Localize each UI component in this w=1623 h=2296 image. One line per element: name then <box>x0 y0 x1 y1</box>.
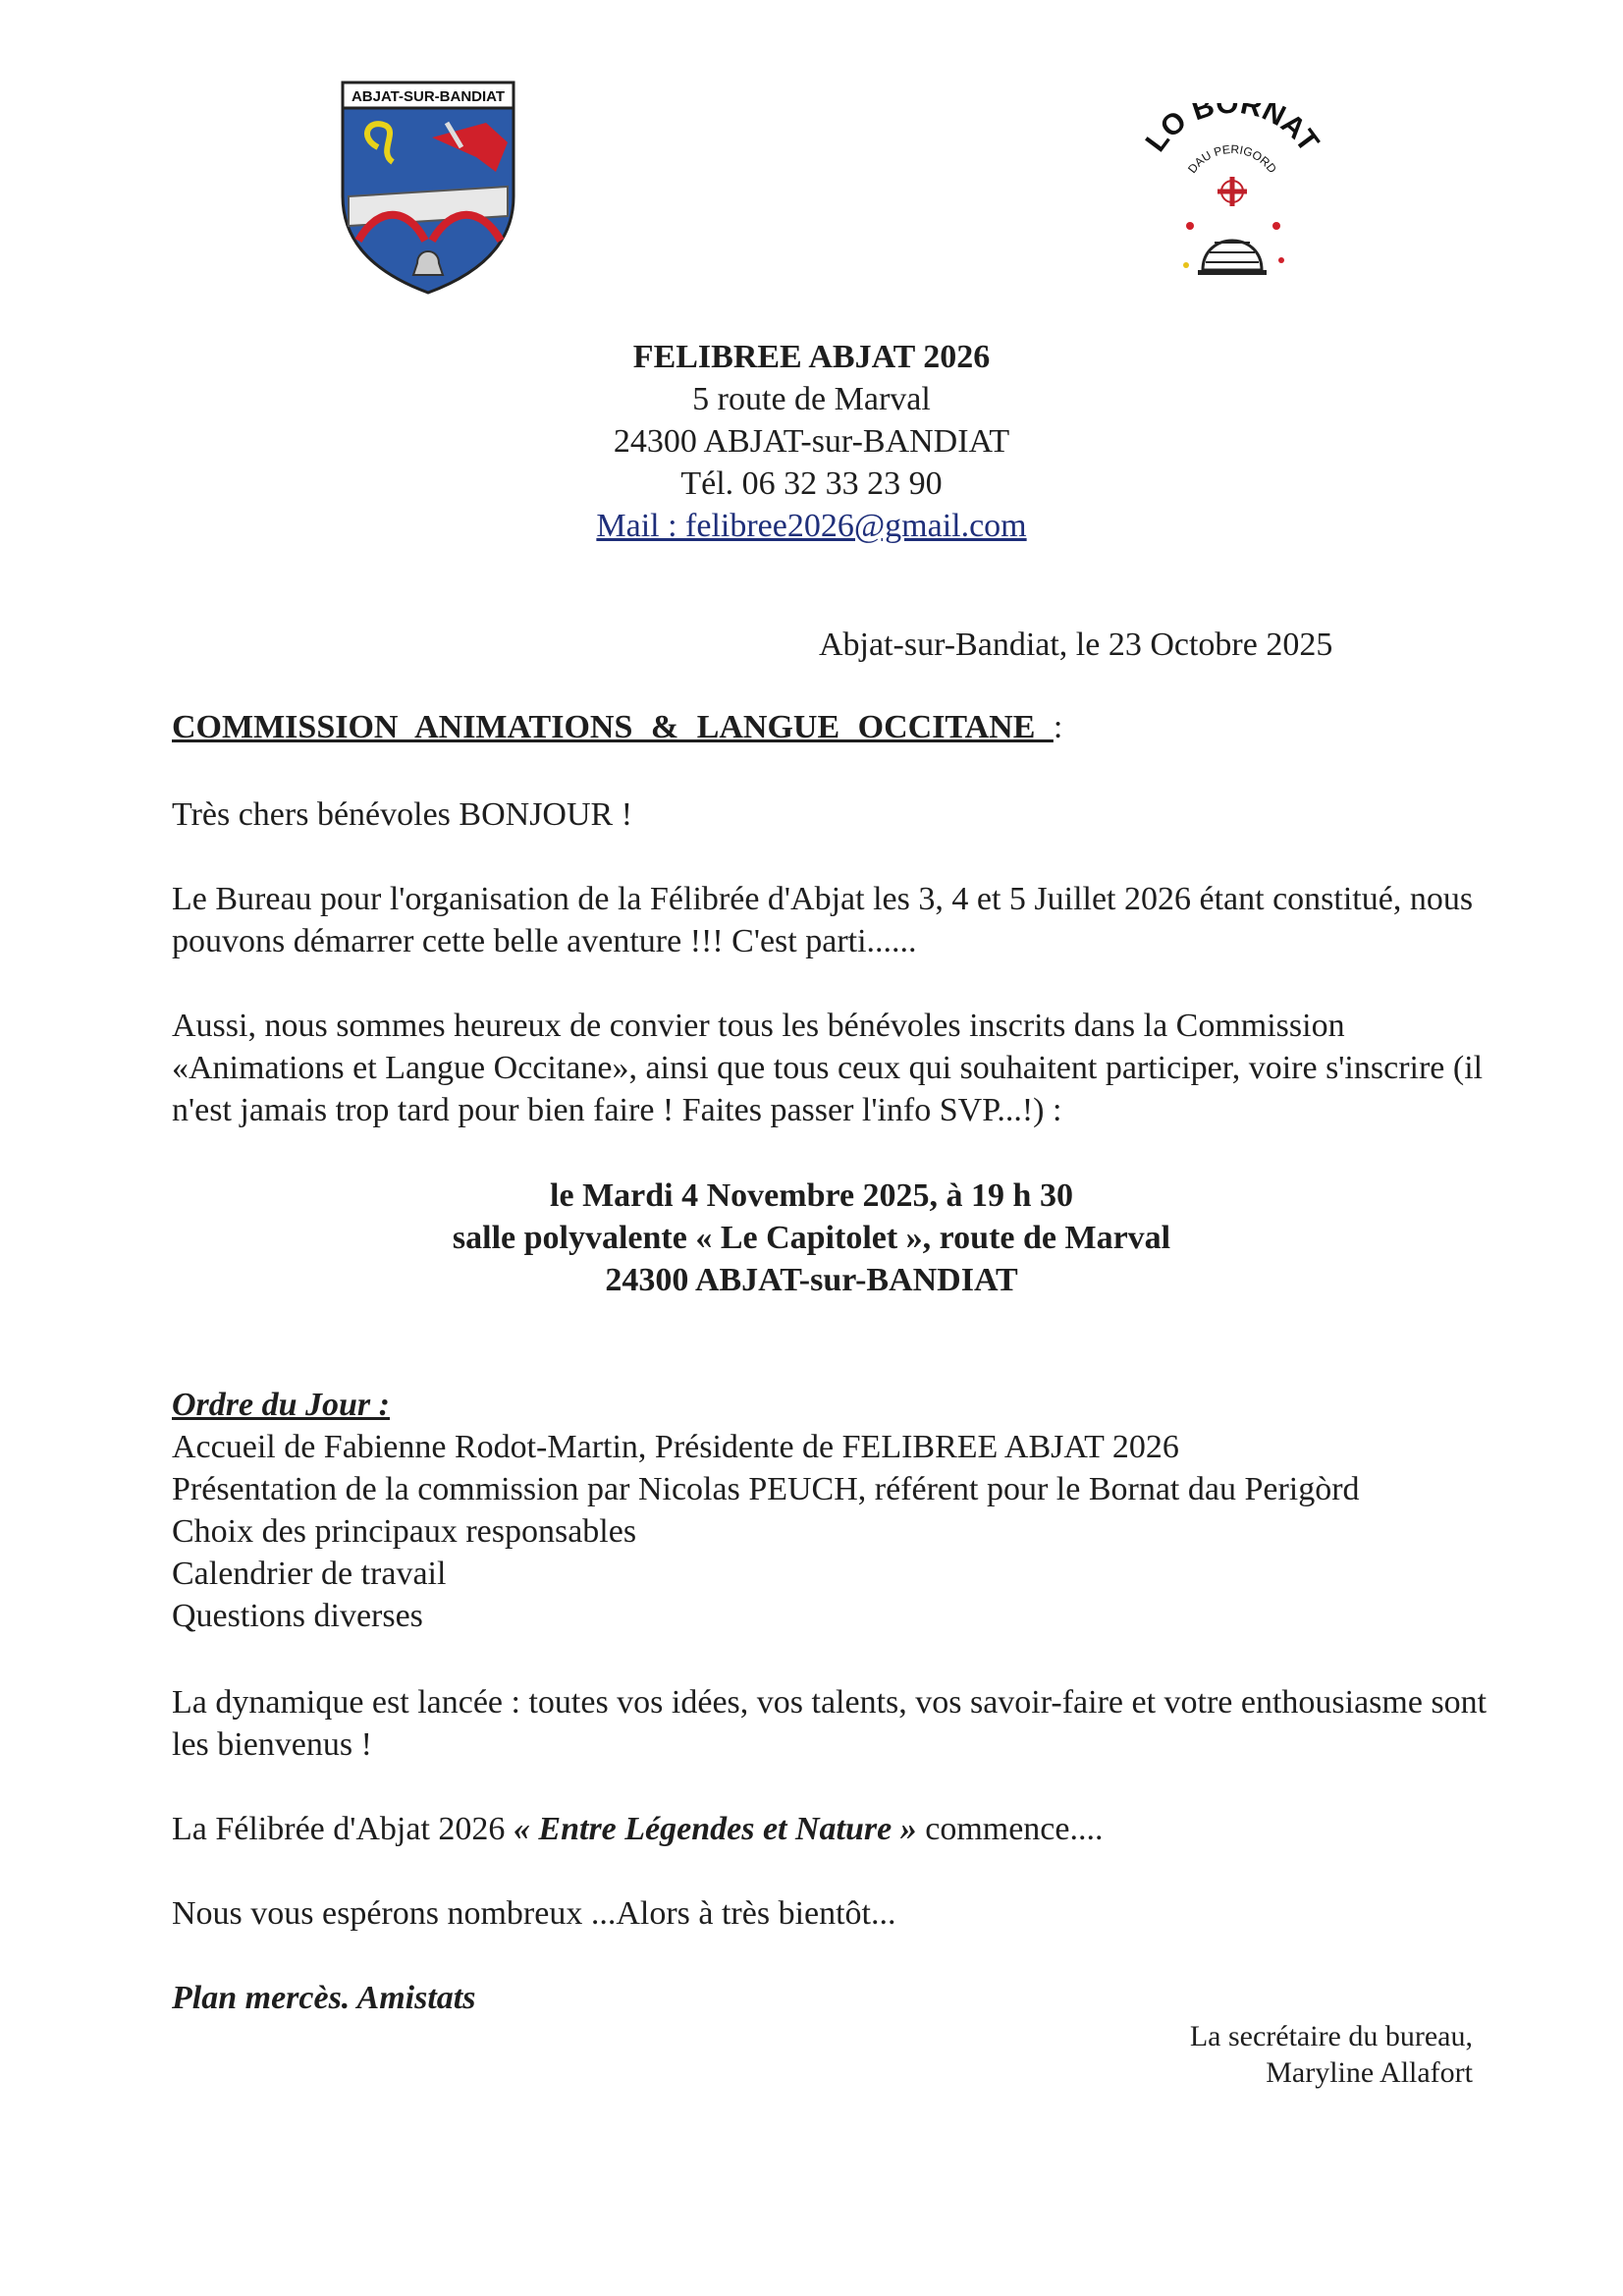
abjat-crest-logo <box>339 79 517 297</box>
signature-name: Maryline Allafort <box>1266 2056 1473 2089</box>
address-line-2: 24300 ABJAT-sur-BANDIAT <box>613 423 1010 460</box>
email-link[interactable]: Mail : felibree2026@gmail.com <box>596 508 1027 544</box>
agenda-list <box>172 1426 1360 1637</box>
letterhead <box>0 336 1623 547</box>
meeting-venue: salle polyvalente « Le Capitolet », route de Marval <box>452 1220 1171 1256</box>
theme-lead: La Félibrée d'Abjat 2026 <box>172 1811 514 1847</box>
theme-title: « Entre Légendes et Nature » <box>513 1811 917 1847</box>
letter-date: Abjat-sur-Bandiat, le 23 Octobre 2025 <box>819 627 1333 663</box>
beehive-icon <box>1198 241 1267 275</box>
agenda-item: Présentation de la commission par Nicolas PEUCH, référent pour le Bornat dau Perigòrd <box>172 1471 1360 1507</box>
bornat-subtitle: DAU PERIGORD <box>1184 141 1280 176</box>
agenda-title: Ordre du Jour : <box>172 1387 390 1423</box>
signature-block <box>1129 2018 1473 2091</box>
paragraph-invitation: Aussi, nous sommes heureux de convier tous les bénévoles inscrits dans la Commission «Animations et Langue Occitane», ainsi que tous ceux qui souhaitent participer, voire s'inscrire (il n'est jamais trop tard pour bien faire ! Faites passer l'info SVP...!) : <box>172 1008 1484 1128</box>
crest-label: ABJAT-SUR-BANDIAT <box>351 88 506 105</box>
commission-heading <box>172 709 1062 746</box>
agenda-item: Accueil de Fabienne Rodot-Martin, Présidente de FELIBREE ABJAT 2026 <box>172 1429 1179 1465</box>
bornat-title: LO BORNAT <box>1139 103 1325 158</box>
svg-text:DAU PERIGORD <box>1185 142 1279 176</box>
agenda-item: Choix des principaux responsables <box>172 1513 637 1550</box>
signoff: Plan mercès. Amistats <box>172 1980 476 2016</box>
commission-colon: : <box>1053 709 1063 745</box>
commission-title: COMMISSION ANIMATIONS & LANGUE OCCITANE <box>172 709 1054 745</box>
address-line-1: 5 route de Marval <box>692 381 931 417</box>
meeting-date: le Mardi 4 Novembre 2025, à 19 h 30 <box>550 1177 1073 1214</box>
paragraph-dynamique: La dynamique est lancée : toutes vos idées, vos talents, vos savoir-faire et votre enthousiasme sont les bienvenus ! <box>172 1684 1488 1763</box>
signature-role: La secrétaire du bureau, <box>1189 2020 1473 2052</box>
lo-bornat-logo <box>1119 103 1345 290</box>
association-title: FELIBREE ABJAT 2026 <box>632 339 991 375</box>
greeting: Très chers bénévoles BONJOUR ! <box>172 796 633 833</box>
theme-end: commence.... <box>916 1811 1104 1847</box>
paragraph-bureau: Le Bureau pour l'organisation de la Félibrée d'Abjat les 3, 4 et 5 Juillet 2026 étant constitué, nous pouvons démarrer cette belle aventure !!! C'est parti...... <box>172 881 1474 959</box>
agenda-item: Calendrier de travail <box>172 1556 447 1592</box>
agenda-item: Questions diverses <box>172 1598 423 1634</box>
paragraph-bientot: Nous vous espérons nombreux ...Alors à très bientôt... <box>172 1895 896 1932</box>
meeting-details <box>0 1175 1623 1301</box>
meeting-town: 24300 ABJAT-sur-BANDIAT <box>605 1262 1018 1298</box>
occitan-cross-icon <box>1217 177 1247 206</box>
paragraph-theme <box>172 1808 1488 1850</box>
phone-number: Tél. 06 32 33 23 90 <box>680 465 943 502</box>
